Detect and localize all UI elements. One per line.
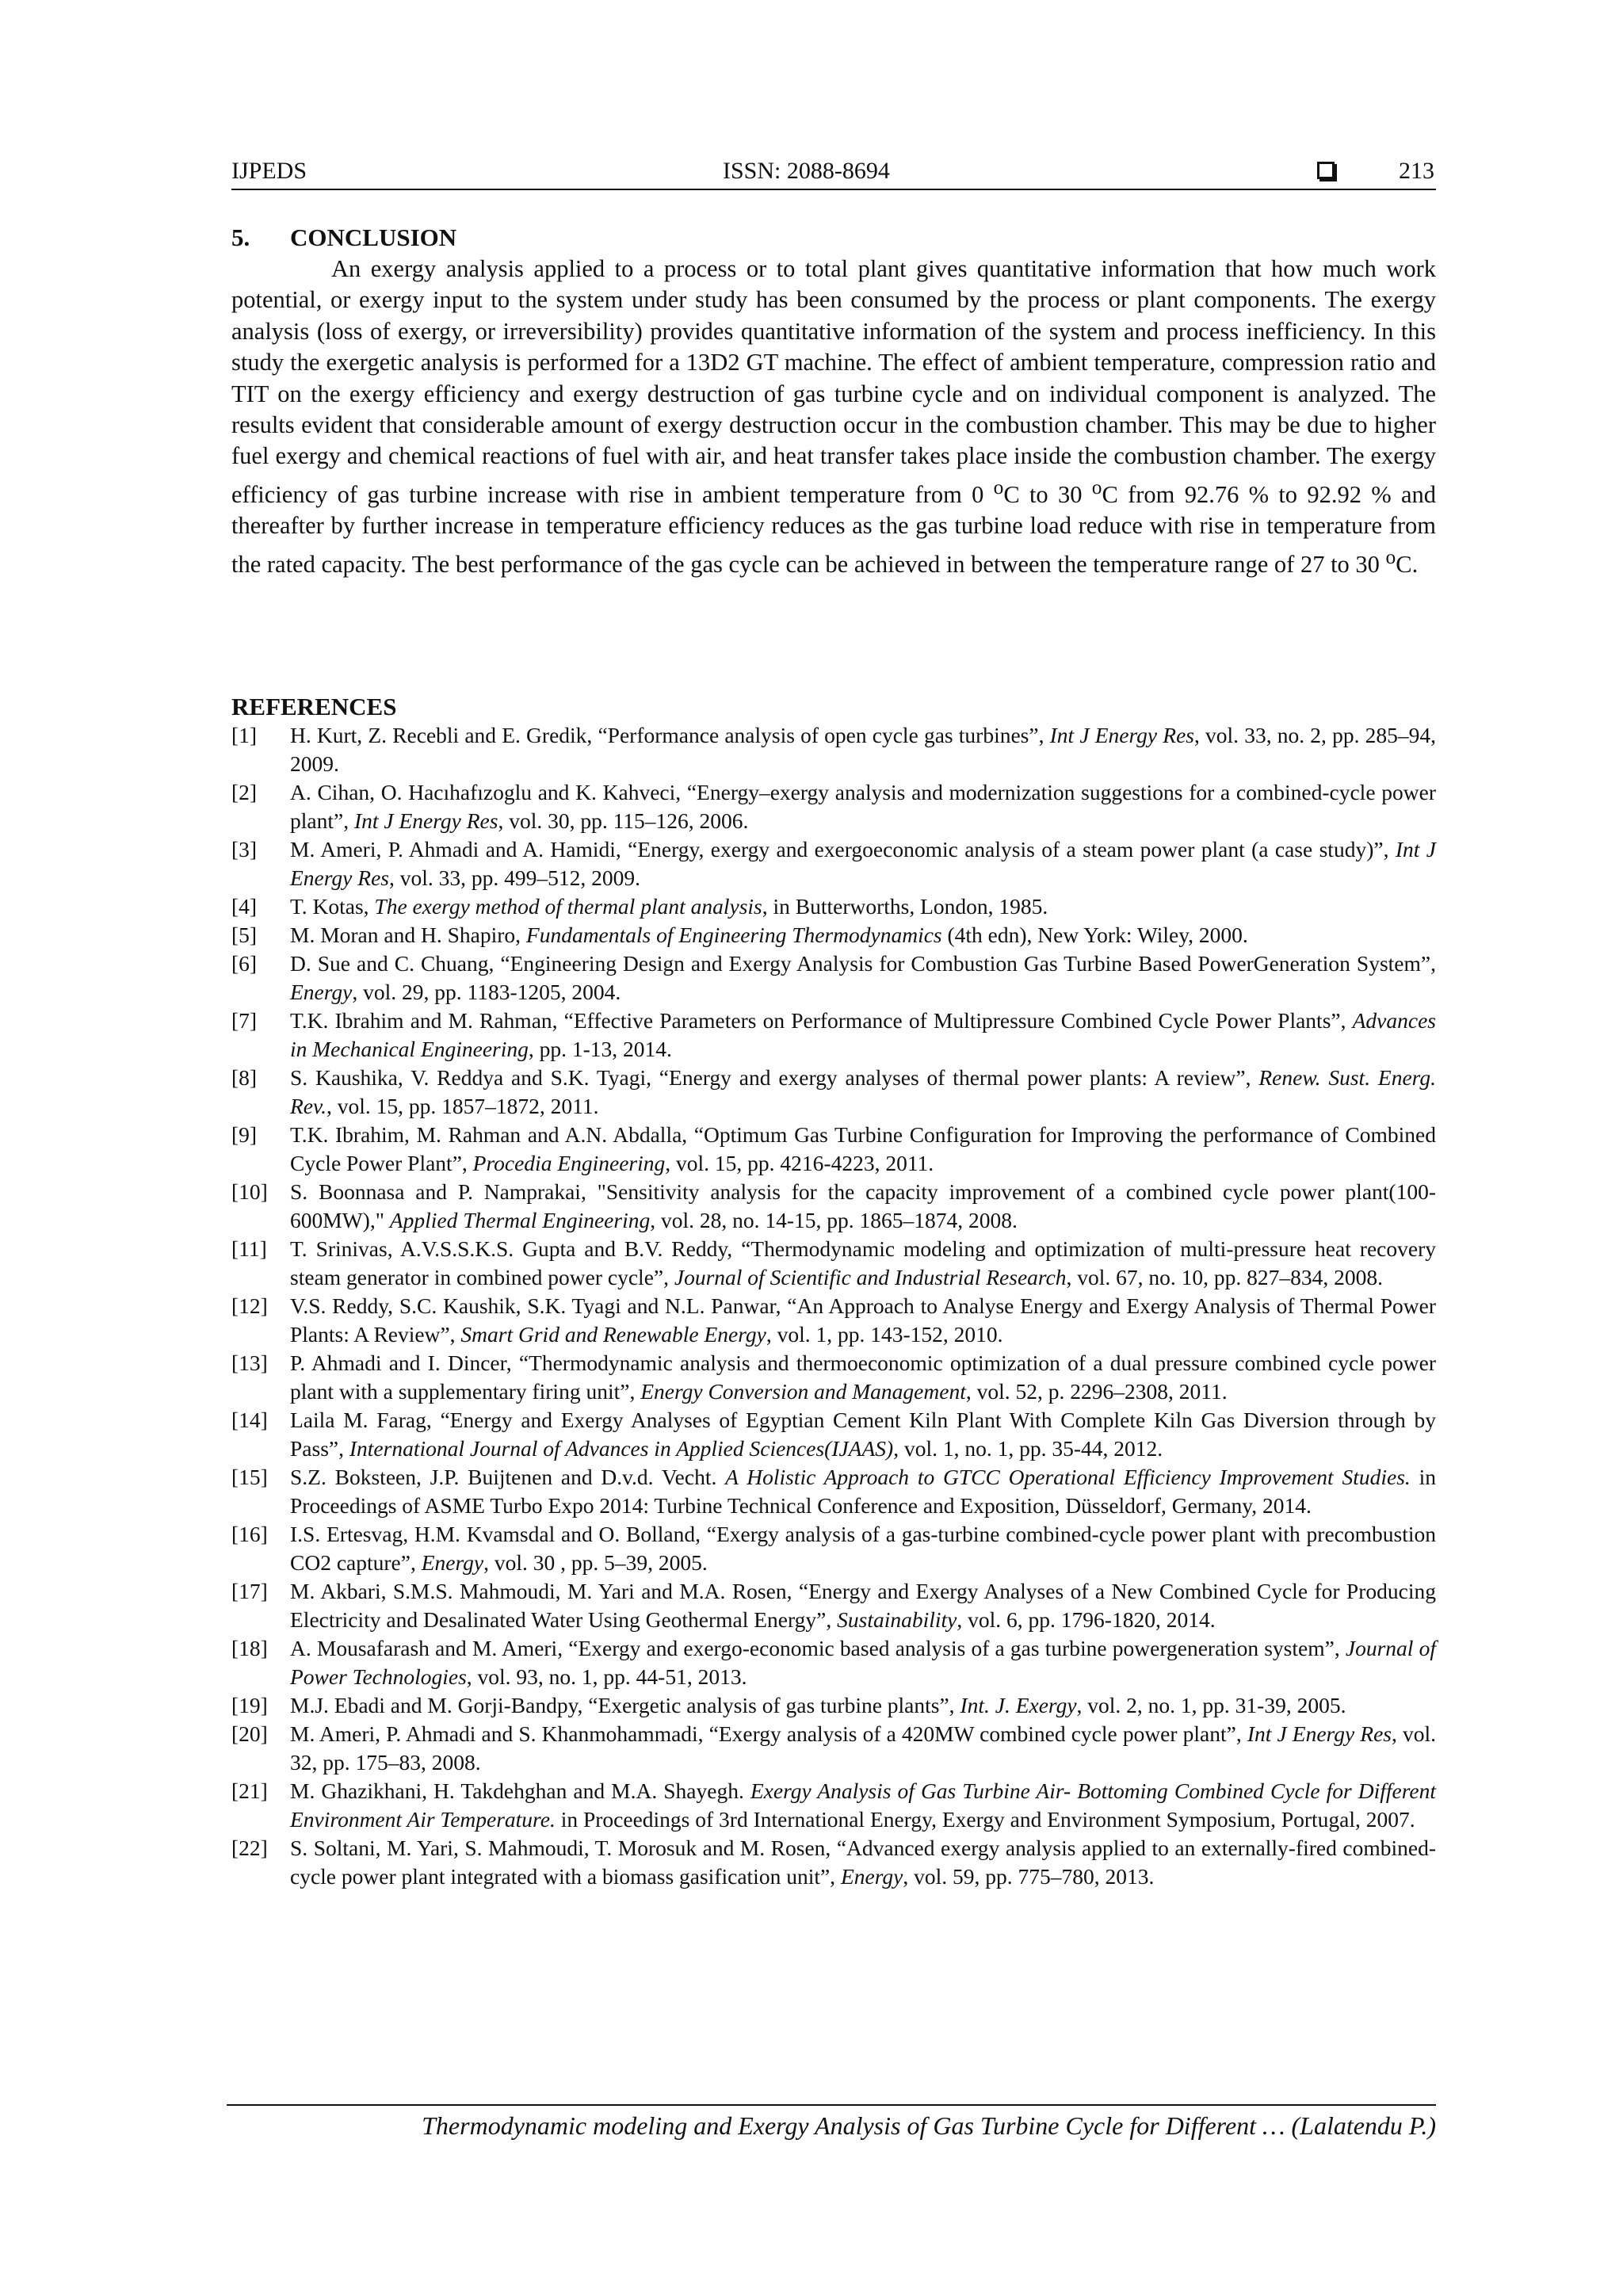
reference-authors-title: M.J. Ebadi and M. Gorji-Bandpy, “Exergetic analysis of gas turbine plants”, [290,1693,960,1717]
reference-item [231,1777,1436,1834]
reference-authors-title: S.Z. Boksteen, J.P. Buijtenen and D.v.d. Vecht. [290,1465,726,1489]
reference-source: Energy [421,1550,484,1575]
reference-authors-title: M. Moran and H. Shapiro, [290,923,526,947]
reference-item [231,1349,1436,1406]
reference-number: [7] [231,1008,258,1033]
reference-details: (4th edn), New York: Wiley, 2000. [941,923,1248,947]
reference-authors-title: P. Ahmadi and I. Dincer, “Thermodynamic analysis and thermoeconomic optimization of a dual pressure combined cycle power plant with a supplementary firing unit”, [290,1350,1436,1404]
reference-details: in Proceedings of ASME Turbo Expo 2014: Turbine Technical Conference and Exposition, Düsseldorf, Germany, 2014. [290,1465,1436,1518]
reference-authors-title: I.S. Ertesvag, H.M. Kvamsdal and O. Bolland, “Exergy analysis of a gas-turbine combined-cycle power plant with precombustion CO2 capture”, [290,1522,1436,1575]
page-number: 213 [1399,158,1434,184]
reference-list [231,721,1436,1891]
reference-authors-title: S. Soltani, M. Yari, S. Mahmoudi, T. Morosuk and M. Rosen, “Advanced exergy analysis applied to an externally-fired combined-cycle power plant integrated with a biomass gasification unit”, [290,1836,1436,1889]
reference-source: Procedia Engineering [472,1151,666,1175]
reference-details: , vol. 29, pp. 1183-1205, 2004. [352,980,621,1004]
square-bullet-icon [1317,162,1335,179]
reference-item [231,1121,1436,1178]
reference-number: [1] [231,723,258,747]
issn-label: ISSN: 2088-8694 [723,158,890,184]
reference-source: Int J Energy Res [1049,723,1194,747]
conclusion-text-3: C from 92.76 % to 92.92 % and thereafter by further increase in temperature efficiency reduces as the gas turbine load reduce with rise in temperature from the rated capacity. The best performance of the gas cycle can be achieved in between the temperature range of 27 to 30 [231,481,1436,578]
reference-details: , vol. 30, pp. 115–126, 2006. [498,808,749,833]
reference-item [231,949,1436,1007]
reference-item [231,1463,1436,1520]
reference-source: Applied Thermal Engineering [389,1208,651,1232]
reference-source: Sustainability [837,1607,957,1632]
reference-details: , in Butterworths, London, 1985. [762,894,1048,919]
reference-item [231,1064,1436,1121]
reference-item [231,1634,1436,1691]
reference-details: , vol. 67, no. 10, pp. 827–834, 2008. [1066,1265,1384,1289]
journal-name: IJPEDS [231,158,307,184]
reference-authors-title: T. Kotas, [290,894,375,919]
reference-details: , vol. 33, no. 2, pp. 285–94, 2009. [290,723,1436,776]
conclusion-paragraph [231,254,1436,580]
reference-details: , vol. 15, pp. 1857–1872, 2011. [327,1094,599,1118]
reference-item [231,1406,1436,1463]
reference-authors-title: A. Mousafarash and M. Ameri, “Exergy and exergo-economic based analysis of a gas turbine powergeneration system”, [290,1636,1346,1660]
section-number: 5. [231,223,250,251]
section-title: CONCLUSION [290,223,457,251]
degree-mark: o [1385,545,1396,568]
reference-number: [21] [231,1778,268,1803]
reference-source: Journal of Power Technologies [290,1636,1436,1689]
reference-number: [16] [231,1522,268,1546]
reference-item [231,721,1436,778]
reference-source: Smart Grid and Renewable Energy [460,1322,766,1347]
reference-details: , vol. 28, no. 14-15, pp. 1865–1874, 2008. [650,1208,1018,1232]
reference-authors-title: M. Ghazikhani, H. Takdehghan and M.A. Shayegh. [290,1778,750,1803]
reference-authors-title: H. Kurt, Z. Recebli and E. Gredik, “Performance analysis of open cycle gas turbines”, [290,723,1050,747]
reference-details: , vol. 6, pp. 1796-1820, 2014. [957,1607,1216,1632]
reference-number: [5] [231,923,258,947]
reference-details: , vol. 1, no. 1, pp. 35-44, 2012. [893,1436,1163,1461]
reference-item [231,1577,1436,1634]
reference-authors-title: M. Ameri, P. Ahmadi and S. Khanmohammadi, “Exergy analysis of a 420MW combined cycle power plant”, [290,1721,1247,1746]
reference-item [231,1292,1436,1349]
degree-mark: o [1091,476,1102,499]
reference-details: , vol. 32, pp. 175–83, 2008. [290,1721,1436,1775]
reference-authors-title: T. Srinivas, A.V.S.S.K.S. Gupta and B.V. Reddy, “Thermodynamic modeling and optimization of multi-pressure heat recovery steam generator in combined power cycle”, [290,1236,1436,1289]
reference-number: [19] [231,1693,268,1717]
reference-number: [20] [231,1721,268,1746]
conclusion-text-4: C. [1396,550,1419,578]
reference-details: in Proceedings of 3rd International Energy, Exergy and Environment Symposium, Portugal, 2007. [555,1807,1415,1832]
reference-number: [2] [231,780,258,804]
footer-rule [227,2104,1436,2106]
reference-number: [3] [231,837,258,861]
reference-details: , vol. 52, p. 2296–2308, 2011. [965,1379,1228,1404]
reference-authors-title: M. Akbari, S.M.S. Mahmoudi, M. Yari and M.A. Rosen, “Energy and Exergy Analyses of a New Combined Cycle for Producing Electricity and Desalinated Water Using Geothermal Energy”, [290,1579,1436,1632]
reference-item [231,1691,1436,1720]
reference-item [231,921,1436,949]
reference-item [231,1520,1436,1577]
reference-source: Energy Conversion and Management [640,1379,966,1404]
reference-number: [17] [231,1579,268,1603]
reference-details: , vol. 1, pp. 143-152, 2010. [766,1322,1003,1347]
reference-details: , vol. 15, pp. 4216-4223, 2011. [665,1151,934,1175]
reference-authors-title: D. Sue and C. Chuang, “Engineering Design and Exergy Analysis for Combustion Gas Turbine Based PowerGeneration System”, [290,951,1436,976]
reference-details: , vol. 33, pp. 499–512, 2009. [388,865,640,890]
running-header [231,155,1436,190]
reference-source: Advances in Mechanical Engineering [290,1008,1436,1061]
reference-item [231,1178,1436,1235]
reference-item [231,835,1436,892]
reference-number: [6] [231,951,258,976]
reference-authors-title: S. Boonnasa and P. Namprakai, "Sensitivity analysis for the capacity improvement of a combined cycle power plant(100-600MW)," [290,1179,1436,1232]
reference-number: [22] [231,1836,268,1860]
reference-item [231,892,1436,921]
reference-number: [18] [231,1636,268,1660]
reference-source: Energy [840,1864,903,1889]
section-heading [231,222,456,254]
reference-item [231,1235,1436,1292]
reference-item [231,1720,1436,1777]
reference-source: The exergy method of thermal plant analysis [374,894,762,919]
reference-source: Int J Energy Res [1247,1721,1392,1746]
reference-details: , vol. 2, no. 1, pp. 31-39, 2005. [1076,1693,1346,1717]
reference-source: Int. J. Exergy [960,1693,1077,1717]
reference-authors-title: Laila M. Farag, “Energy and Exergy Analyses of Egyptian Cement Kiln Plant With Complete Kiln Gas Diversion through by Pass”, [290,1408,1436,1461]
reference-details: , vol. 93, no. 1, pp. 44-51, 2013. [466,1664,747,1689]
running-footer: Thermodynamic modeling and Exergy Analysis of Gas Turbine Cycle for Different … (Lalatendu P.) [422,2111,1436,2140]
reference-source: Energy [290,980,353,1004]
reference-details: , pp. 1-13, 2014. [528,1037,672,1061]
reference-source: Fundamentals of Engineering Thermodynamics [525,923,942,947]
reference-authors-title: V.S. Reddy, S.C. Kaushik, S.K. Tyagi and N.L. Panwar, “An Approach to Analyse Energy and Exergy Analysis of Thermal Power Plants: A Review”, [290,1293,1436,1347]
reference-source: Int J Energy Res [290,837,1436,890]
reference-item [231,1007,1436,1064]
references-heading: REFERENCES [231,693,397,720]
reference-number: [4] [231,894,258,919]
reference-details: , vol. 30 , pp. 5–39, 2005. [483,1550,708,1575]
reference-details: , vol. 59, pp. 775–780, 2013. [903,1864,1155,1889]
reference-authors-title: T.K. Ibrahim and M. Rahman, “Effective Parameters on Performance of Multipressure Combined Cycle Power Plants”, [290,1008,1353,1033]
reference-authors-title: A. Cihan, O. Hacıhafızoglu and K. Kahveci, “Energy–exergy analysis and modernization suggestions for a combined-cycle power plant”, [290,780,1436,833]
reference-number: [15] [231,1465,268,1489]
reference-source: A Holistic Approach to GTCC Operational Efficiency Improvement Studies. [725,1465,1411,1489]
reference-number: [12] [231,1293,268,1318]
reference-number: [11] [231,1236,267,1261]
header-rule [231,189,1436,190]
reference-authors-title: T.K. Ibrahim, M. Rahman and A.N. Abdalla, “Optimum Gas Turbine Configuration for Improving the performance of Combined Cycle Power Plant”, [290,1122,1436,1175]
reference-item [231,1834,1436,1891]
reference-source: International Journal of Advances in Applied Sciences(IJAAS) [349,1436,894,1461]
conclusion-text-2: C to 30 [1003,481,1092,508]
reference-source: Renew. Sust. Energ. Rev. [290,1065,1436,1118]
reference-number: [9] [231,1122,258,1147]
reference-source: Int J Energy Res [353,808,498,833]
degree-mark: o [993,476,1004,499]
reference-number: [14] [231,1408,268,1432]
reference-source: Exergy Analysis of Gas Turbine Air- Bottoming Combined Cycle for Different Environment Air Temperature. [290,1778,1436,1832]
reference-authors-title: M. Ameri, P. Ahmadi and A. Hamidi, “Energy, exergy and exergoeconomic analysis of a steam power plant (a case study)”, [290,837,1396,861]
reference-number: [8] [231,1065,258,1090]
conclusion-text-1: An exergy analysis applied to a process or to total plant gives quantitative information that how much work potential, or exergy input to the system under study has been consumed by the process or plant components. The exergy analysis (loss of exergy, or irreversibility) provides quantitative information of the system and process inefficiency. In this study the exergetic analysis is performed for a 13D2 GT machine. The effect of ambient temperature, compression ratio and TIT on the exergy efficiency and exergy destruction of gas turbine cycle and on individual component is analyzed. The results evident that considerable amount of exergy destruction occur in the combustion chamber. This may be due to higher fuel exergy and chemical reactions of fuel with air, and heat transfer takes place inside the combustion chamber. The exergy efficiency of gas turbine increase with rise in ambient temperature from 0 [231,255,1436,508]
reference-number: [10] [231,1179,268,1204]
reference-source: Journal of Scientific and Industrial Research [674,1265,1067,1289]
reference-number: [13] [231,1350,268,1375]
reference-authors-title: S. Kaushika, V. Reddya and S.K. Tyagi, “Energy and exergy analyses of thermal power plants: A review”, [290,1065,1259,1090]
reference-item [231,778,1436,835]
